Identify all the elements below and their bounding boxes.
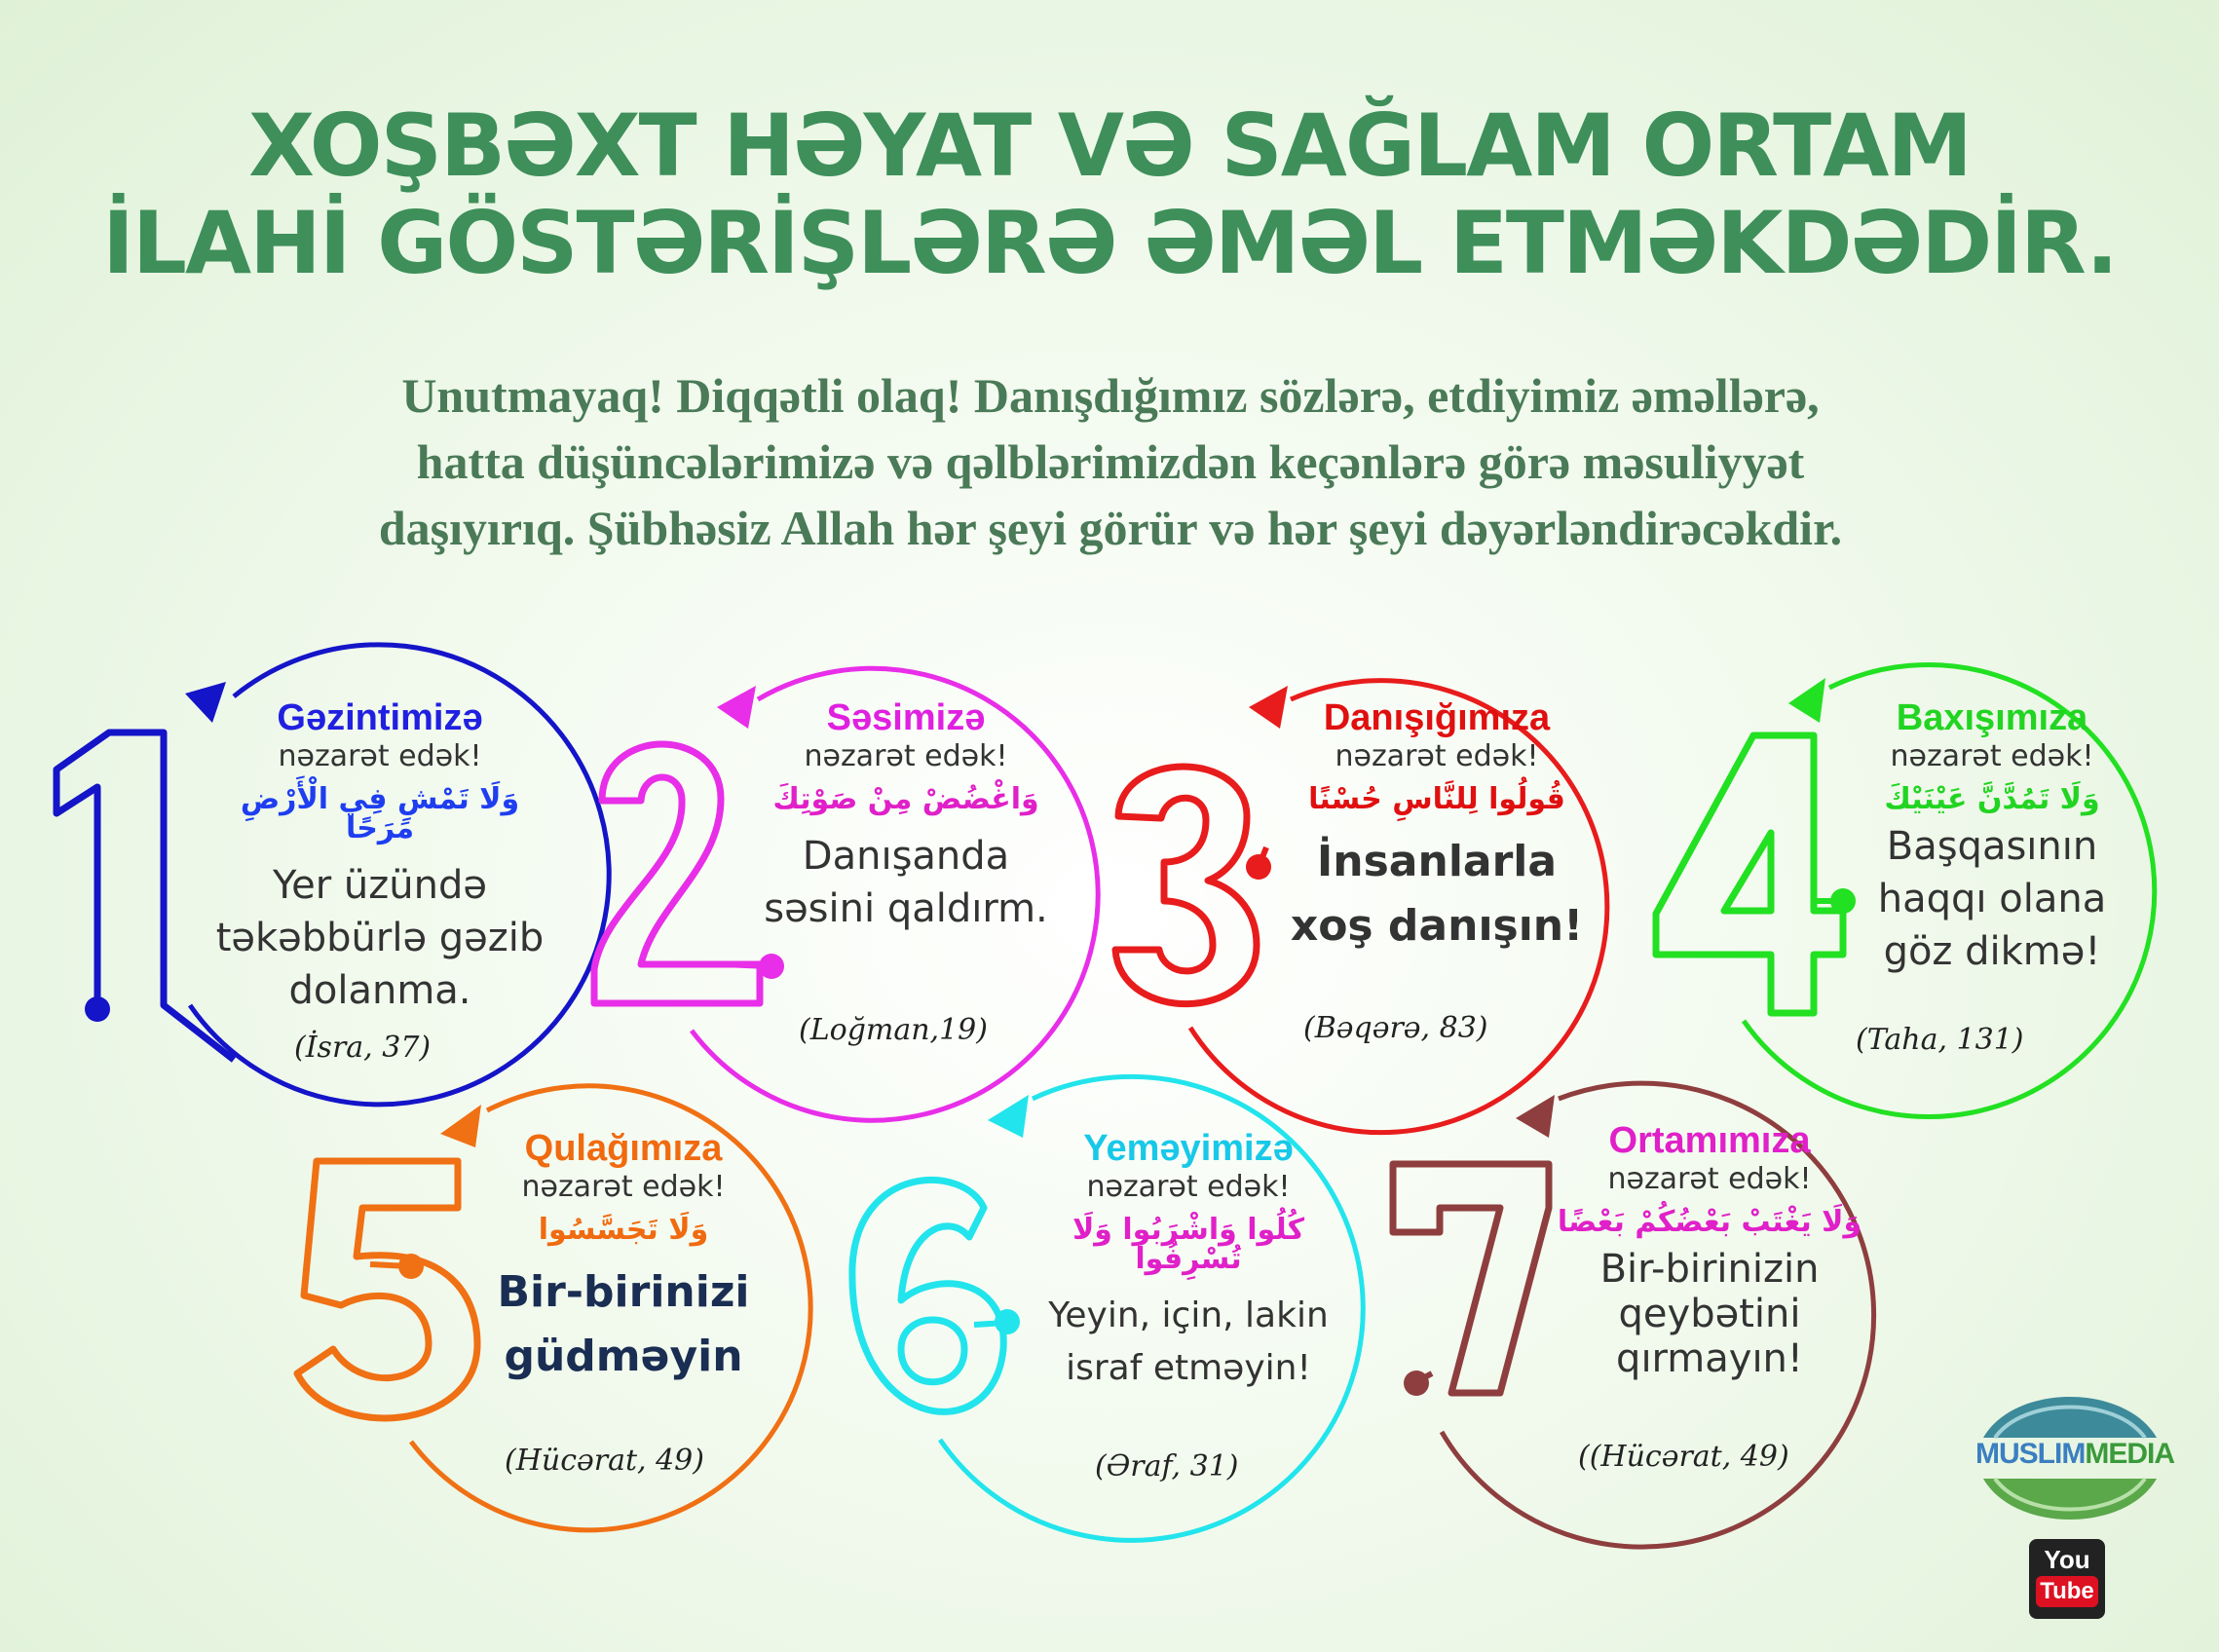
item-6-arabic: كُلُوا وَاشْرَبُوا وَلَا تُسْرِفُوا [1072, 1213, 1305, 1276]
item-2-text-block [755, 699, 1057, 935]
item-2-text-line: səsini qaldırm. [764, 886, 1048, 931]
item-1-reference: (İsra, 37) [294, 1031, 432, 1065]
numeral-1 [56, 732, 234, 1060]
item-4-text-line: haqqı olana [1877, 877, 2107, 921]
item-7-subheading: nəzarət edək! [1607, 1162, 1812, 1196]
item-3-reference: (Bəqərə, 83) [1303, 1011, 1488, 1045]
item-4-heading: Baxışımıza [1896, 697, 2088, 738]
item-7-text [1549, 1247, 1870, 1381]
item-1-subheading: nəzarət edək! [278, 739, 482, 773]
youtube-you-text: You [2044, 1545, 2090, 1574]
item-1-heading: Gəzintimizə [277, 697, 483, 738]
numeral-5 [297, 1161, 477, 1418]
item-3-text [1286, 830, 1588, 958]
item-1-text-line: Yer üzündə [273, 863, 487, 908]
item-1-text-block [214, 699, 545, 1017]
item-5-text-block [477, 1130, 770, 1389]
item-4-text [1851, 820, 2133, 978]
intro-line-3: daşıyırıq. Şübhəsiz Allah hər şeyi görür və hər şeyi dəyərləndirəcəkdir. [378, 501, 1843, 555]
item-6-text-line: Yeyin, için, lakin [1048, 1295, 1329, 1335]
item-6-text-block [1018, 1130, 1359, 1395]
item-6-subheading: nəzarət edək! [1086, 1170, 1291, 1204]
item-5-subheading: nəzarət edək! [521, 1170, 726, 1204]
numeral-4 [1656, 735, 1856, 1013]
item-4-subheading: nəzarət edək! [1890, 739, 2094, 773]
item-4-text-line: Başqasının [1886, 824, 2098, 869]
item-1-text [214, 859, 545, 1017]
item-7-text-block [1549, 1122, 1870, 1381]
numeral-7 [1393, 1164, 1549, 1396]
item-7-arabic: وَلَا يَغْتَبْ بَعْضُكُمْ بَعْضًا [1557, 1205, 1862, 1239]
item-5-text-line: Bir-birinizi [497, 1267, 750, 1317]
item-4-reference: (Taha, 131) [1856, 1023, 2024, 1057]
item-7-text-line: Bir-birinizin [1599, 1247, 1820, 1292]
item-1-text-line: təkəbbürlə gəzib [215, 916, 545, 960]
item-5-reference: (Hücərat, 49) [505, 1444, 704, 1478]
item-2-arabic: وَاغْضُضْ مِنْ صَوْتِكَ [772, 782, 1039, 816]
item-3-subheading: nəzarət edək! [1335, 739, 1539, 773]
item-1-text-line: dolanma. [288, 968, 471, 1013]
item-3-heading: Danışığımıza [1323, 697, 1551, 738]
item-4-arabic: وَلَا تَمُدَّنَّ عَيْنَيْكَ [1884, 782, 2100, 816]
item-1-arabic: وَلَا تَمْشِ فِي الْأَرْضِ مَرَحًا [240, 782, 520, 845]
item-7-text-line: qeybətini [1618, 1292, 1801, 1336]
item-6-text [1018, 1290, 1359, 1395]
item-5-arabic: وَلَا تَجَسَّسُوا [538, 1213, 709, 1247]
item-6-heading: Yeməyimizə [1083, 1128, 1294, 1169]
numeral-6 [852, 1180, 1020, 1411]
item-7-reference: ((Hücərat, 49) [1578, 1440, 1789, 1474]
page-title-line-2: İLAHİ GÖSTƏRİŞLƏRƏ ƏMƏL ETMƏKDƏDİR. [102, 193, 2117, 293]
youtube-tube-text: Tube [2036, 1576, 2098, 1607]
item-2-text-line: Danışanda [802, 834, 1010, 879]
item-7-heading: Ortamımıza [1608, 1120, 1811, 1161]
item-6-text-line: israf etməyin! [1066, 1348, 1311, 1388]
logo-wordmark [1975, 1438, 2174, 1471]
item-3-text-line: xoş danışın! [1290, 901, 1584, 951]
item-5-heading: Qulağımıza [524, 1128, 723, 1169]
item-4-text-block [1851, 699, 2133, 978]
item-6-reference: (Əraf, 31) [1095, 1449, 1239, 1483]
intro-line-1: Unutmayaq! Diqqətli olaq! Danışdığımız sözlərə, etdiyimiz əməllərə, [401, 368, 1820, 423]
item-3-text-block [1286, 699, 1588, 958]
numeral-3 [1115, 767, 1271, 1004]
item-2-heading: Səsimizə [826, 697, 986, 738]
item-4-text-line: göz dikmə! [1883, 929, 2101, 974]
item-2-reference: (Loğman,19) [799, 1013, 988, 1047]
item-5-text-line: güdməyin [504, 1332, 743, 1381]
logo-word-muslim: MUSLIM [1975, 1438, 2086, 1470]
item-2-subheading: nəzarət edək! [804, 739, 1008, 773]
muslim-media-logo[interactable] [1975, 1381, 2174, 1625]
page-title-line-1: XOŞBƏXT HƏYAT VƏ SAĞLAM ORTAM [248, 95, 1971, 196]
item-7-text-line: qırmayın! [1616, 1336, 1803, 1381]
item-5-text [477, 1260, 770, 1389]
item-3-text-line: İnsanlarla [1316, 837, 1558, 886]
youtube-icon[interactable] [2029, 1539, 2105, 1619]
intro-line-2: hatta düşüncələrimizə və qəlblərimizdən keçənlərə görə məsuliyyət [416, 434, 1805, 489]
logo-word-media: MEDIA [2085, 1438, 2174, 1470]
item-2-text [755, 830, 1057, 935]
item-3-arabic: قُولُوا لِلنَّاسِ حُسْنًا [1308, 782, 1565, 816]
